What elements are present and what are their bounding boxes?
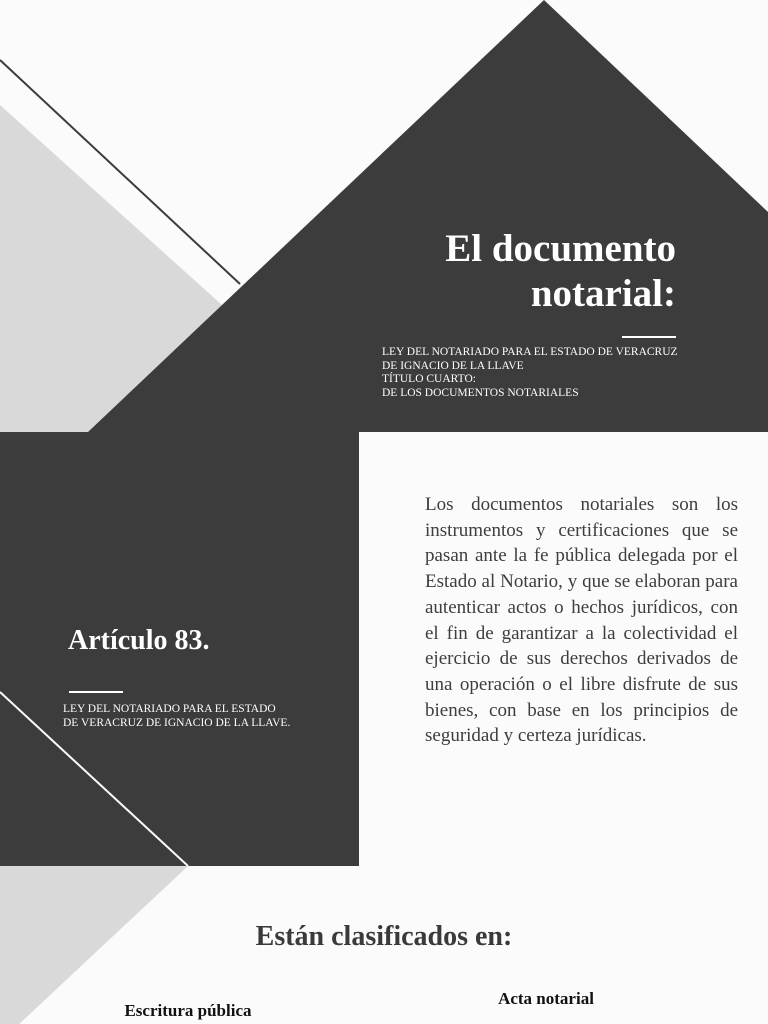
law-reference bbox=[382, 346, 722, 400]
law-reference-line: DE IGNACIO DE LA LLAVE bbox=[382, 359, 524, 372]
category-escritura-publica: Escritura pública bbox=[124, 1001, 252, 1020]
slide-title bbox=[0, 0, 768, 432]
slide-classification bbox=[0, 866, 768, 1024]
title-line-2: notarial: bbox=[530, 272, 676, 315]
category-acta-notarial: Acta notarial bbox=[498, 989, 594, 1008]
document-title bbox=[346, 226, 676, 316]
law-reference-line: TÍTULO CUARTO: bbox=[382, 373, 476, 385]
slide-article bbox=[0, 432, 768, 866]
article-body-text: Los documentos notariales son los instrumentos y certificaciones que se pasan ante la fe pública delegada por el Estado al Notario, y que se elaboran para autenticar actos o hechos jurídicos, con el fin de garantizar a la colectividad el ejercicio de sus derechos derivados de una operación o el libre disfrute de sus bienes, con base en los principios de seguridad y certeza jurídicas. bbox=[425, 494, 738, 747]
article-law-reference bbox=[63, 702, 353, 730]
law-reference-line: DE LOS DOCUMENTOS NOTARIALES bbox=[382, 386, 579, 399]
title-underline bbox=[622, 336, 676, 338]
article-underline bbox=[69, 691, 123, 693]
article-law-line: LEY DEL NOTARIADO PARA EL ESTADO bbox=[63, 703, 276, 715]
article-law-line: DE VERACRUZ DE IGNACIO DE LA LLAVE. bbox=[63, 717, 291, 729]
article-title: Artículo 83. bbox=[68, 625, 210, 656]
law-reference-line: LEY DEL NOTARIADO PARA EL ESTADO DE VERACRUZ bbox=[382, 346, 678, 358]
title-line-1: El documento bbox=[445, 227, 676, 270]
classification-title: Están clasificados en: bbox=[255, 921, 513, 952]
